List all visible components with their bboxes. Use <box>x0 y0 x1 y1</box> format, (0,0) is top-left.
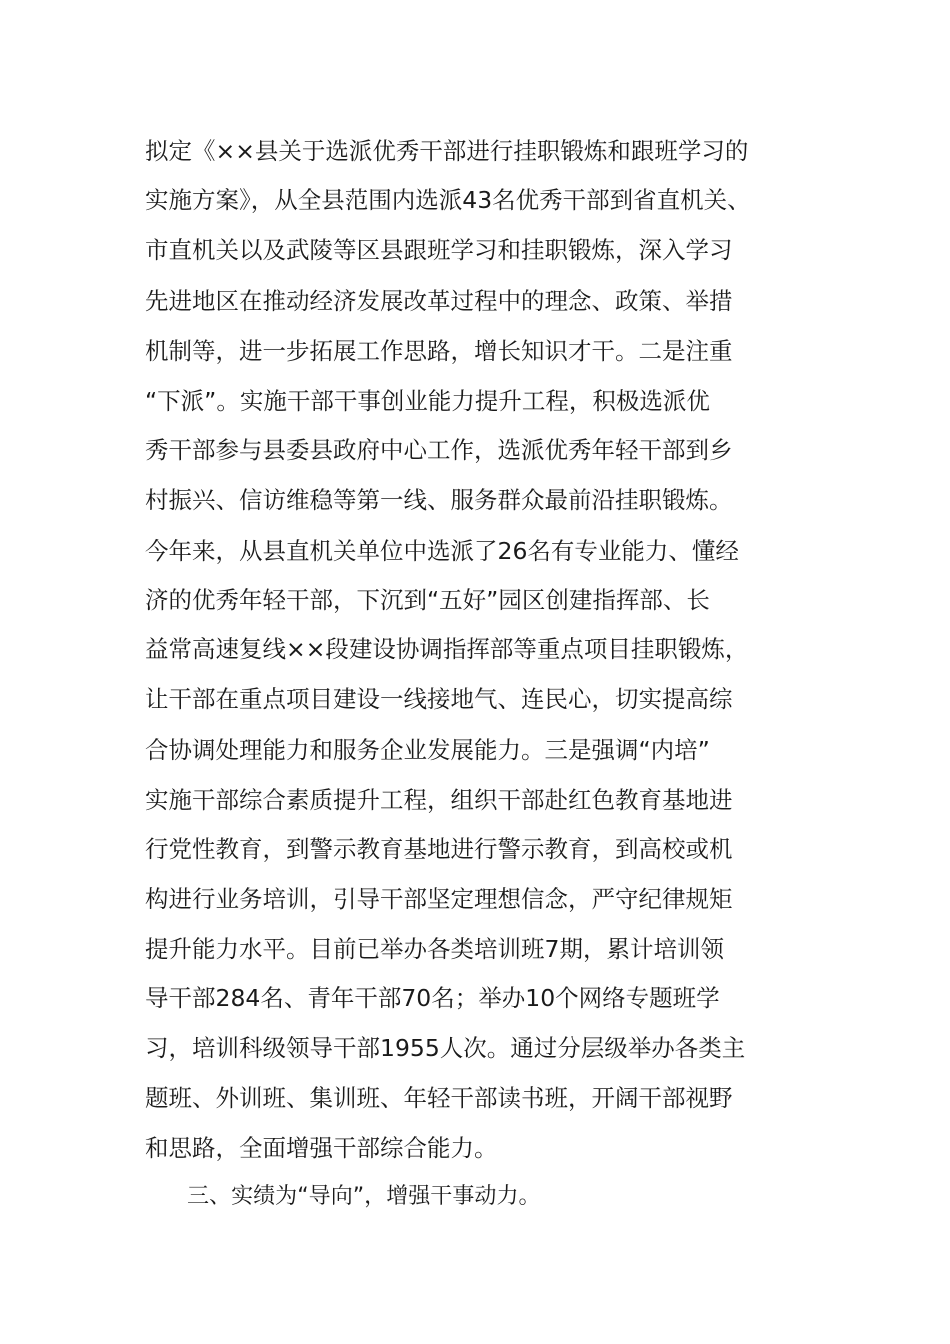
body-line-1: 拟定《××县关于选派优秀干部进行挂职锻炼和跟班学习的 <box>145 137 749 165</box>
body-line-12: 让干部在重点项目建设一线接地气、连民心，切实提高综 <box>145 685 733 713</box>
body-line-15: 行党性教育，到警示教育基地进行警示教育，到高校或机 <box>145 835 733 863</box>
body-line-21: 和思路，全面增强干部综合能力。 <box>145 1134 498 1162</box>
body-line-11: 益常高速复线××段建设协调指挥部等重点项目挂职锻炼， <box>145 635 749 663</box>
body-line-13: 合协调处理能力和服务企业发展能力。三是强调“内培” <box>145 736 710 764</box>
body-line-18: 导干部284名、青年干部70名；举办10个网络专题班学 <box>145 984 720 1012</box>
body-line-20: 题班、外训班、集训班、年轻干部读书班，开阔干部视野 <box>145 1084 733 1112</box>
body-line-2: 实施方案》，从全县范围内选派43名优秀干部到省直机关、 <box>145 186 751 214</box>
body-line-14: 实施干部综合素质提升工程，组织干部赴红色教育基地进 <box>145 786 733 814</box>
body-line-9: 今年来，从县直机关单位中选派了26名有专业能力、懂经 <box>145 537 739 565</box>
body-line-5: 机制等，进一步拓展工作思路，增长知识才干。二是注重 <box>145 337 733 365</box>
body-line-16: 构进行业务培训，引导干部坚定理想信念，严守纪律规矩 <box>145 885 733 913</box>
section-heading: 三、实绩为“导向”，增强干事动力。 <box>187 1184 541 1209</box>
body-line-19: 习，培训科级领导干部1955人次。通过分层级举办各类主 <box>145 1034 746 1062</box>
body-line-10: 济的优秀年轻干部，下沉到“五好”园区创建指挥部、长 <box>145 586 710 614</box>
body-line-17: 提升能力水平。目前已举办各类培训班7期，累计培训领 <box>145 935 724 963</box>
body-line-4: 先进地区在推动经济发展改革过程中的理念、政策、举措 <box>145 287 733 315</box>
body-line-8: 村振兴、信访维稳等第一线、服务群众最前沿挂职锻炼。 <box>145 486 733 514</box>
body-line-7: 秀干部参与县委县政府中心工作，选派优秀年轻干部到乡 <box>145 436 733 464</box>
body-line-6: “下派”。实施干部干事创业能力提升工程，积极选派优 <box>145 387 710 415</box>
body-line-3: 市直机关以及武陵等区县跟班学习和挂职锻炼，深入学习 <box>145 236 733 264</box>
